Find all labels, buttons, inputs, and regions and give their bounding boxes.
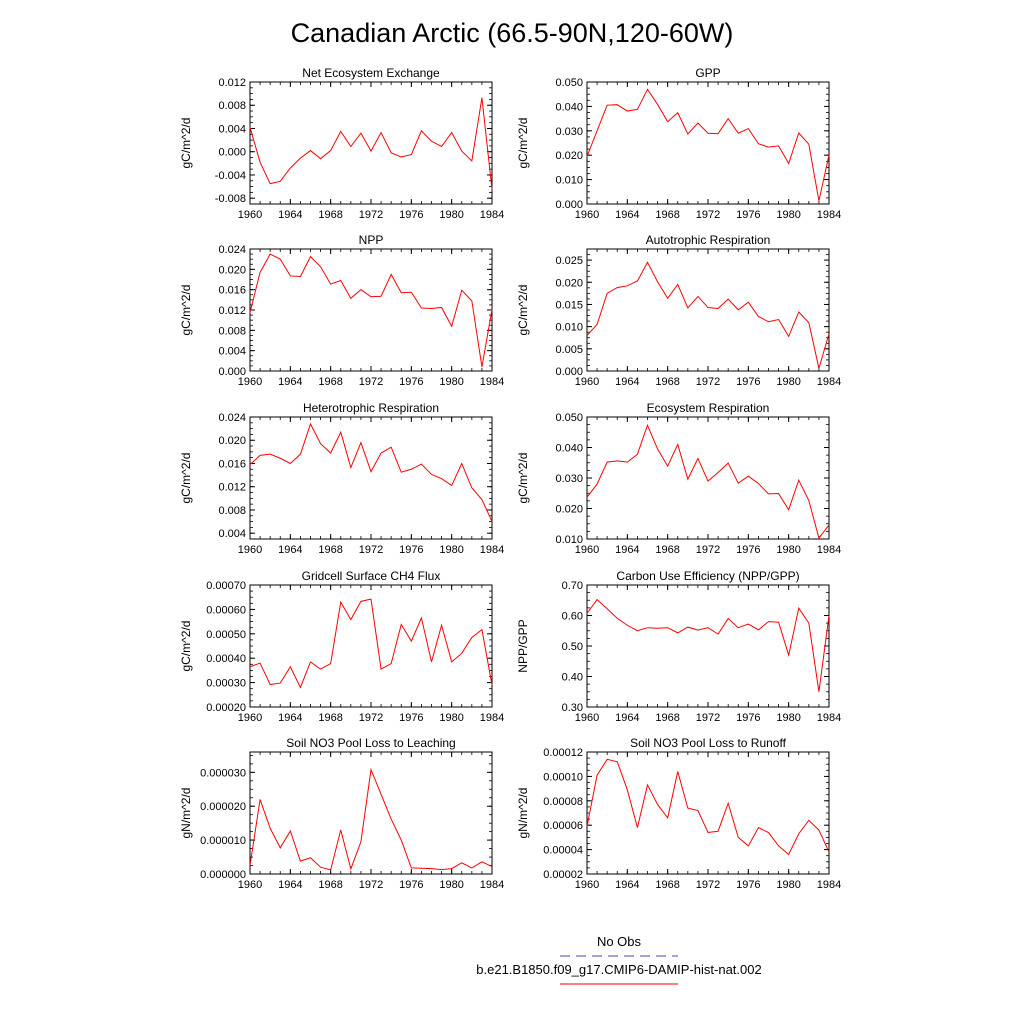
x-tick-label: 1960 [574,879,600,891]
x-tick-label: 1984 [816,544,842,556]
x-tick-label: 1972 [358,376,384,388]
legend [476,934,761,984]
y-tick-label: 0.00030 [206,677,246,690]
panel-title: Soil NO3 Pool Loss to Leaching [286,736,456,750]
y-tick-label: 0.008 [218,325,246,338]
x-tick-label: 1980 [439,879,464,891]
y-tick-label: 0.020 [555,150,583,163]
y-tick-label: 0.050 [555,77,583,89]
y-tick-label: 0.000000 [200,869,246,881]
y-tick-label: 0.40 [561,671,583,684]
y-tick-label: 0.000 [555,366,583,378]
x-tick-label: 1960 [574,209,600,221]
y-tick-label: -0.004 [214,169,246,182]
x-tick-label: 1960 [237,879,263,891]
panel-title: Gridcell Surface CH4 Flux [301,569,441,583]
plot-frame [587,249,829,371]
y-axis-label: gC/m^2/d [179,284,193,336]
series-line [250,770,492,870]
x-tick-label: 1972 [358,544,384,556]
y-tick-label: 0.010 [555,534,583,546]
y-tick-label: 0.00060 [206,604,246,617]
y-tick-label: 0.00012 [543,747,583,759]
x-tick-label: 1980 [439,544,464,556]
y-tick-label: 0.000030 [200,767,246,780]
series-line [250,254,492,367]
chart-panel [179,233,504,388]
panel-title: Heterotrophic Respiration [302,401,440,415]
plot-frame [587,417,829,539]
chart-panel [179,401,504,556]
series-line [250,424,492,522]
x-tick-label: 1964 [615,879,640,891]
x-tick-label: 1976 [736,544,761,556]
y-axis-label: gC/m^2/d [516,452,530,504]
plot-frame [250,417,492,539]
y-tick-label: 0.00006 [543,820,583,833]
y-axis-label: gC/m^2/d [179,452,193,504]
panel-title: Net Ecosystem Exchange [302,66,440,80]
x-tick-label: 1980 [439,712,464,724]
x-tick-label: 1980 [776,879,801,891]
y-tick-label: 0.00070 [206,580,246,592]
x-tick-label: 1960 [237,376,263,388]
y-tick-label: 0.005 [555,343,583,356]
x-tick-label: 1972 [695,376,721,388]
x-tick-label: 1972 [695,712,721,724]
y-tick-label: 0.000010 [200,835,246,848]
y-tick-label: 0.015 [555,299,583,312]
y-tick-label: 0.30 [561,702,583,714]
x-tick-label: 1968 [318,544,343,556]
series-line [250,98,492,190]
y-tick-label: 0.004 [218,123,246,136]
plot-frame [587,752,829,874]
x-tick-label: 1960 [574,544,600,556]
y-tick-label: 0.004 [218,528,246,541]
figure-title: Canadian Arctic (66.5-90N,120-60W) [290,18,734,48]
y-tick-label: 0.030 [555,473,583,485]
y-tick-label: -0.008 [214,193,246,206]
series-line [587,600,829,692]
chart-panel [179,66,504,221]
y-axis-label: gC/m^2/d [516,117,530,169]
x-tick-label: 1984 [479,712,505,724]
y-tick-label: 0.000 [218,146,246,159]
x-tick-label: 1964 [615,209,640,221]
y-tick-label: 0.00004 [543,844,583,857]
y-axis-label: NPP/GPP [516,619,530,673]
x-tick-label: 1968 [655,712,680,724]
x-tick-label: 1972 [695,879,721,891]
x-tick-label: 1972 [358,209,384,221]
x-tick-label: 1980 [776,209,801,221]
panel-title: Carbon Use Efficiency (NPP/GPP) [616,569,800,583]
x-tick-label: 1980 [439,209,464,221]
x-tick-label: 1964 [278,544,303,556]
y-tick-label: 0.000 [555,199,583,211]
y-tick-label: 0.60 [561,610,583,623]
x-tick-label: 1972 [358,712,384,724]
x-tick-label: 1984 [816,376,842,388]
legend-model-label: b.e21.B1850.f09_g17.CMIP6-DAMIP-hist-nat.002 [476,962,762,977]
x-tick-label: 1968 [655,879,680,891]
x-tick-label: 1964 [615,712,640,724]
panel-title: GPP [695,66,721,80]
y-tick-label: 0.040 [555,442,583,455]
x-tick-label: 1976 [399,712,424,724]
y-tick-label: 0.050 [555,412,583,424]
x-tick-label: 1968 [655,544,680,556]
y-tick-label: 0.016 [218,284,246,297]
y-tick-label: 0.00050 [206,628,246,641]
x-tick-label: 1960 [237,544,263,556]
y-axis-label: gC/m^2/d [179,117,193,169]
chart-panel [516,736,841,891]
y-tick-label: 0.020 [218,264,246,277]
x-tick-label: 1976 [736,712,761,724]
panel-title: NPP [358,233,384,247]
y-tick-label: 0.024 [218,412,246,424]
y-tick-label: 0.020 [555,277,583,290]
x-tick-label: 1976 [736,209,761,221]
x-tick-label: 1972 [695,209,721,221]
y-axis-label: gC/m^2/d [516,284,530,336]
x-tick-label: 1984 [479,544,505,556]
x-tick-label: 1972 [695,544,721,556]
y-axis-label: gN/m^2/d [179,787,193,839]
x-tick-label: 1976 [736,879,761,891]
x-tick-label: 1976 [399,376,424,388]
x-tick-label: 1964 [615,544,640,556]
chart-panel [179,736,504,891]
y-tick-label: 0.024 [218,244,246,256]
y-tick-label: 0.008 [218,100,246,113]
x-tick-label: 1980 [776,376,801,388]
y-axis-label: gN/m^2/d [516,787,530,839]
plot-frame [250,82,492,204]
x-tick-label: 1968 [655,209,680,221]
series-line [587,262,829,368]
y-tick-label: 0.50 [561,641,583,653]
x-tick-label: 1960 [237,209,263,221]
panel-title: Soil NO3 Pool Loss to Runoff [630,736,786,750]
plot-frame [587,585,829,707]
x-tick-label: 1980 [776,712,801,724]
y-tick-label: 0.012 [218,77,246,89]
chart-panel [516,233,841,388]
y-tick-label: 0.008 [218,504,246,517]
x-tick-label: 1968 [318,376,343,388]
x-tick-label: 1984 [816,712,842,724]
y-tick-label: 0.010 [555,174,583,187]
x-tick-label: 1964 [615,376,640,388]
x-tick-label: 1960 [574,376,600,388]
x-tick-label: 1984 [479,209,505,221]
x-tick-label: 1976 [399,209,424,221]
y-tick-label: 0.00002 [543,869,583,881]
x-tick-label: 1964 [278,376,303,388]
chart-panel [516,401,841,556]
x-tick-label: 1976 [399,544,424,556]
x-tick-label: 1960 [574,712,600,724]
y-tick-label: 0.016 [218,458,246,471]
y-tick-label: 0.00040 [206,653,246,666]
x-tick-label: 1964 [278,879,303,891]
panel-title: Autotrophic Respiration [645,233,771,247]
chart-panel [516,66,841,221]
x-tick-label: 1964 [278,209,303,221]
y-tick-label: 0.004 [218,345,246,358]
x-tick-label: 1968 [318,209,343,221]
x-tick-label: 1968 [655,376,680,388]
x-tick-label: 1964 [278,712,303,724]
y-tick-label: 0.00010 [543,771,583,784]
x-tick-label: 1980 [439,376,464,388]
y-tick-label: 0.70 [561,580,583,592]
series-line [587,759,829,854]
y-tick-label: 0.000 [218,366,246,378]
x-tick-label: 1976 [736,376,761,388]
x-tick-label: 1960 [237,712,263,724]
x-tick-label: 1972 [358,879,384,891]
y-axis-label: gC/m^2/d [179,620,193,672]
panel-title: Ecosystem Respiration [646,401,770,415]
y-tick-label: 0.012 [218,305,246,317]
x-tick-label: 1980 [776,544,801,556]
y-tick-label: 0.000020 [200,801,246,814]
y-tick-label: 0.020 [218,435,246,448]
x-tick-label: 1968 [318,712,343,724]
x-tick-label: 1984 [479,879,505,891]
chart-panel [516,569,841,724]
x-tick-label: 1984 [816,209,842,221]
chart-panel [179,569,504,724]
series-line [250,599,492,687]
x-tick-label: 1976 [399,879,424,891]
x-tick-label: 1968 [318,879,343,891]
y-tick-label: 0.010 [555,321,583,334]
y-tick-label: 0.030 [555,125,583,138]
plot-frame [587,82,829,204]
y-tick-label: 0.020 [555,503,583,516]
series-line [587,89,829,201]
y-tick-label: 0.00020 [206,702,246,714]
plot-frame [250,585,492,707]
x-tick-label: 1984 [816,879,842,891]
y-tick-label: 0.00008 [543,795,583,808]
y-tick-label: 0.012 [218,481,246,494]
series-line [587,425,829,538]
legend-obs-label: No Obs [596,934,642,949]
y-tick-label: 0.040 [555,101,583,114]
x-tick-label: 1984 [479,376,505,388]
panels [179,66,841,891]
y-tick-label: 0.025 [555,255,583,268]
